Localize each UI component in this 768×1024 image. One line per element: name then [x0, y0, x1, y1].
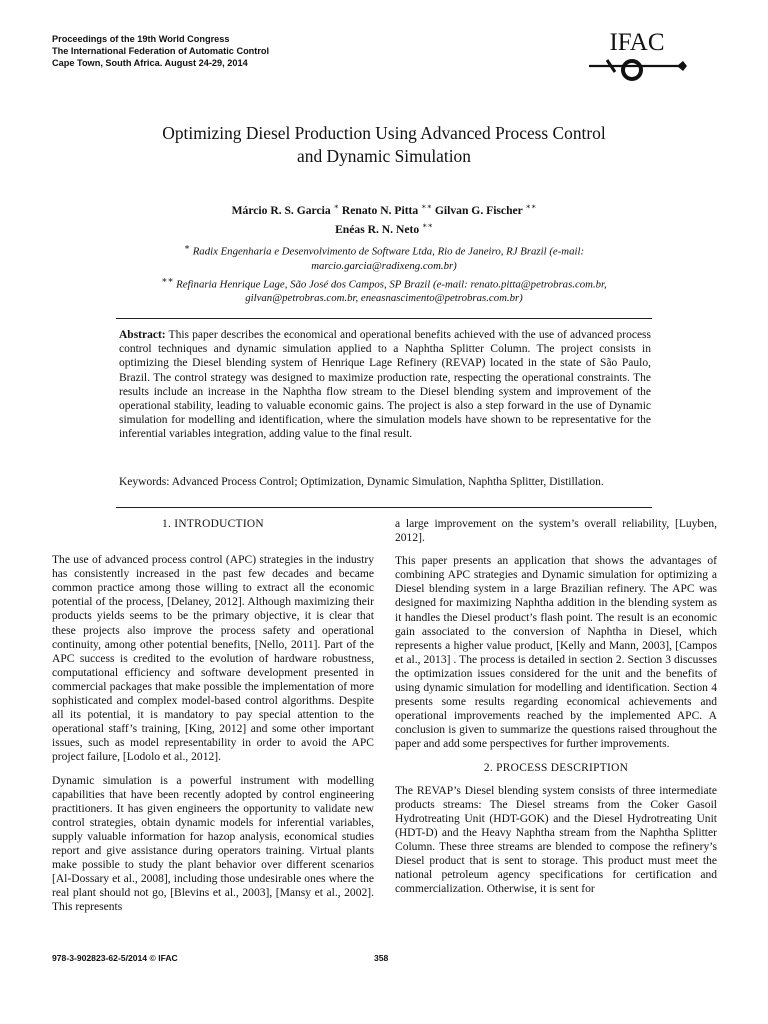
affiliation-mark: ∗	[183, 242, 190, 252]
affiliations	[150, 240, 618, 305]
abstract-bottom-rule	[116, 507, 652, 508]
affiliation-mark: ∗∗	[161, 274, 174, 285]
paper-title: Optimizing Diesel Production Using Advanced Process Control and Dynamic Simulation	[162, 123, 606, 166]
header-line-3: Cape Town, South Africa. August 24-29, 2014	[52, 58, 248, 69]
affiliation-text: Refinaria Henrique Lage, São José dos Campos, SP Brazil (e-mail: renato.pitta@petrobras.com.br, gilvan@petrobras.com.br, eneasnascimento@petrobras.com.br)	[176, 278, 607, 305]
affiliation-2	[150, 273, 618, 306]
author-name: Enéas R. N. Neto	[335, 222, 420, 236]
ifac-logo-text: IFAC	[609, 29, 665, 56]
paragraph: The REVAP’s Diesel blending system consists of three intermediate products streams: The Diesel streams from the Coker Gasoil Hydrotreating Unit (HDT-GOK) and the Diesel Hydrotreating Unit (HDT-D) and the Heavy Naphtha stream from the Naphtha Splitter Column. These three streams are blended to compose the refinery’s Diesel product that is sent to storage. This product must meet the national petroleum agency specifications for certification and commercialization. Otherwise, it is sent for	[395, 784, 717, 896]
abstract-label: Abstract:	[119, 329, 166, 341]
author-name: Gilvan G. Fischer	[434, 203, 523, 217]
abstract-top-rule	[116, 318, 652, 319]
keywords: Keywords: Advanced Process Control; Optimization, Dynamic Simulation, Naphtha Splitter, Distillation.	[119, 476, 604, 488]
author-mark: ∗∗	[525, 202, 537, 211]
section-heading-introduction: 1. INTRODUCTION	[162, 518, 264, 530]
paragraph: This paper presents an application that shows the advantages of combining APC strategies and Dynamic simulation for optimizing a Diesel blending system in a large Brazilian refinery. The APC was designed for maximizing Naphtha addition in the blending system as it handles the Diesel product’s flash point. The result is an economic gain associated to the conversion of Naphtha in Diesel, which represents a higher value product, [Kelly and Mann, 2003], [Campos et al., 2013] . The process is detailed in section 2. Section 3 discusses the optimization issues considered for the unit and the benefits of using dynamic simulation for modelling and identification. Section 4 presents some results regarding economical achievements and operational improvements reached by the implemented APC. A conclusion is given to summarize the questions raised throughout the paper and add some perspectives for further improvements.	[395, 555, 717, 751]
header-line-1: Proceedings of the 19th World Congress	[52, 34, 230, 44]
right-column	[395, 517, 717, 905]
page-number: 358	[374, 953, 389, 963]
proceedings-header	[52, 33, 269, 70]
left-column	[52, 517, 374, 923]
author-mark: ∗∗	[421, 202, 432, 211]
ifac-logo	[587, 26, 687, 90]
author-list	[150, 199, 618, 237]
affiliation-text: Radix Engenharia e Desenvolvimento de Software Ltda, Rio de Janeiro, RJ Brazil (e-mail: marcio.garcia@radixeng.com.br)	[192, 245, 585, 272]
author-name: Márcio R. S. Garcia	[231, 203, 331, 217]
abstract	[119, 328, 651, 442]
affiliation-1	[150, 240, 618, 273]
author-mark: ∗	[333, 202, 339, 211]
footer-isbn: 978-3-902823-62-5/2014 © IFAC	[52, 953, 178, 963]
paragraph: The use of advanced process control (APC) strategies in the industry has consistently increased in the past few decades and became common practice among those willing to extract all the economic potential of the process, [Delaney, 2012]. Although maximizing their products yields seems to be the primary objective, it is clear that these projects also improve the process safety and operational continuity, among other potential benefits, [Nello, 2011]. Part of the APC success is credited to the evolution of hardware robustness, computational efficiency and software development presented in commercial packages that make possible the implementation of more sophisticated and complex model-based control algorithms. Despite all its potential, it is mandatory to pay special attention to the operational staff’s training, [King, 2012] and some other important issues, such as model representability in order to avoid the APC project failure, [Lodolo et al., 2012].	[52, 554, 374, 764]
author-mark: ∗∗	[422, 220, 433, 230]
author-name: Renato N. Pitta	[341, 203, 419, 217]
paragraph: Dynamic simulation is a powerful instrument with modelling capabilities that have been recently adopted by control engineering practitioners. It has given engineers the opportunity to validate new control strategies, obtain dynamic models for inferential variables, supply valuable information for hazop analysis, economical studies report and give assistance during operators training. Virtual plants make possible to study the plant behavior over different scenarios [Al-Dossary et al., 2008], including those undesirable ones where the real plant should not go, [Blevins et al., 2003], [Mansy et al., 2002]. This represents	[52, 774, 374, 914]
abstract-text: This paper describes the economical and operational benefits achieved with the use of advanced process control techniques and dynamic simulation applied to a Naphtha Splitter Column. The project consists in optimizing the Diesel blending system of Henrique Lage Refinery (REVAP) located in the state of São Paulo, Brazil. The control strategy was designed to maximize production rate, respecting the operational constraints. The results include an increase in the Naphtha flow stream to the Diesel blending system and improvement of the operational stability, leading to valuable economic gains. The project is also a step forward in the use of Dynamic simulation for modelling and identification, where the simulation models have shown to be representative for the inferential variables integration, adding value to the final result.	[119, 329, 651, 441]
section-heading-process-description: 2. PROCESS DESCRIPTION	[483, 761, 629, 774]
header-line-2: The International Federation of Automatic Control	[52, 46, 270, 57]
paragraph: a large improvement on the system’s overall reliability, [Luyben, 2012].	[395, 518, 717, 545]
